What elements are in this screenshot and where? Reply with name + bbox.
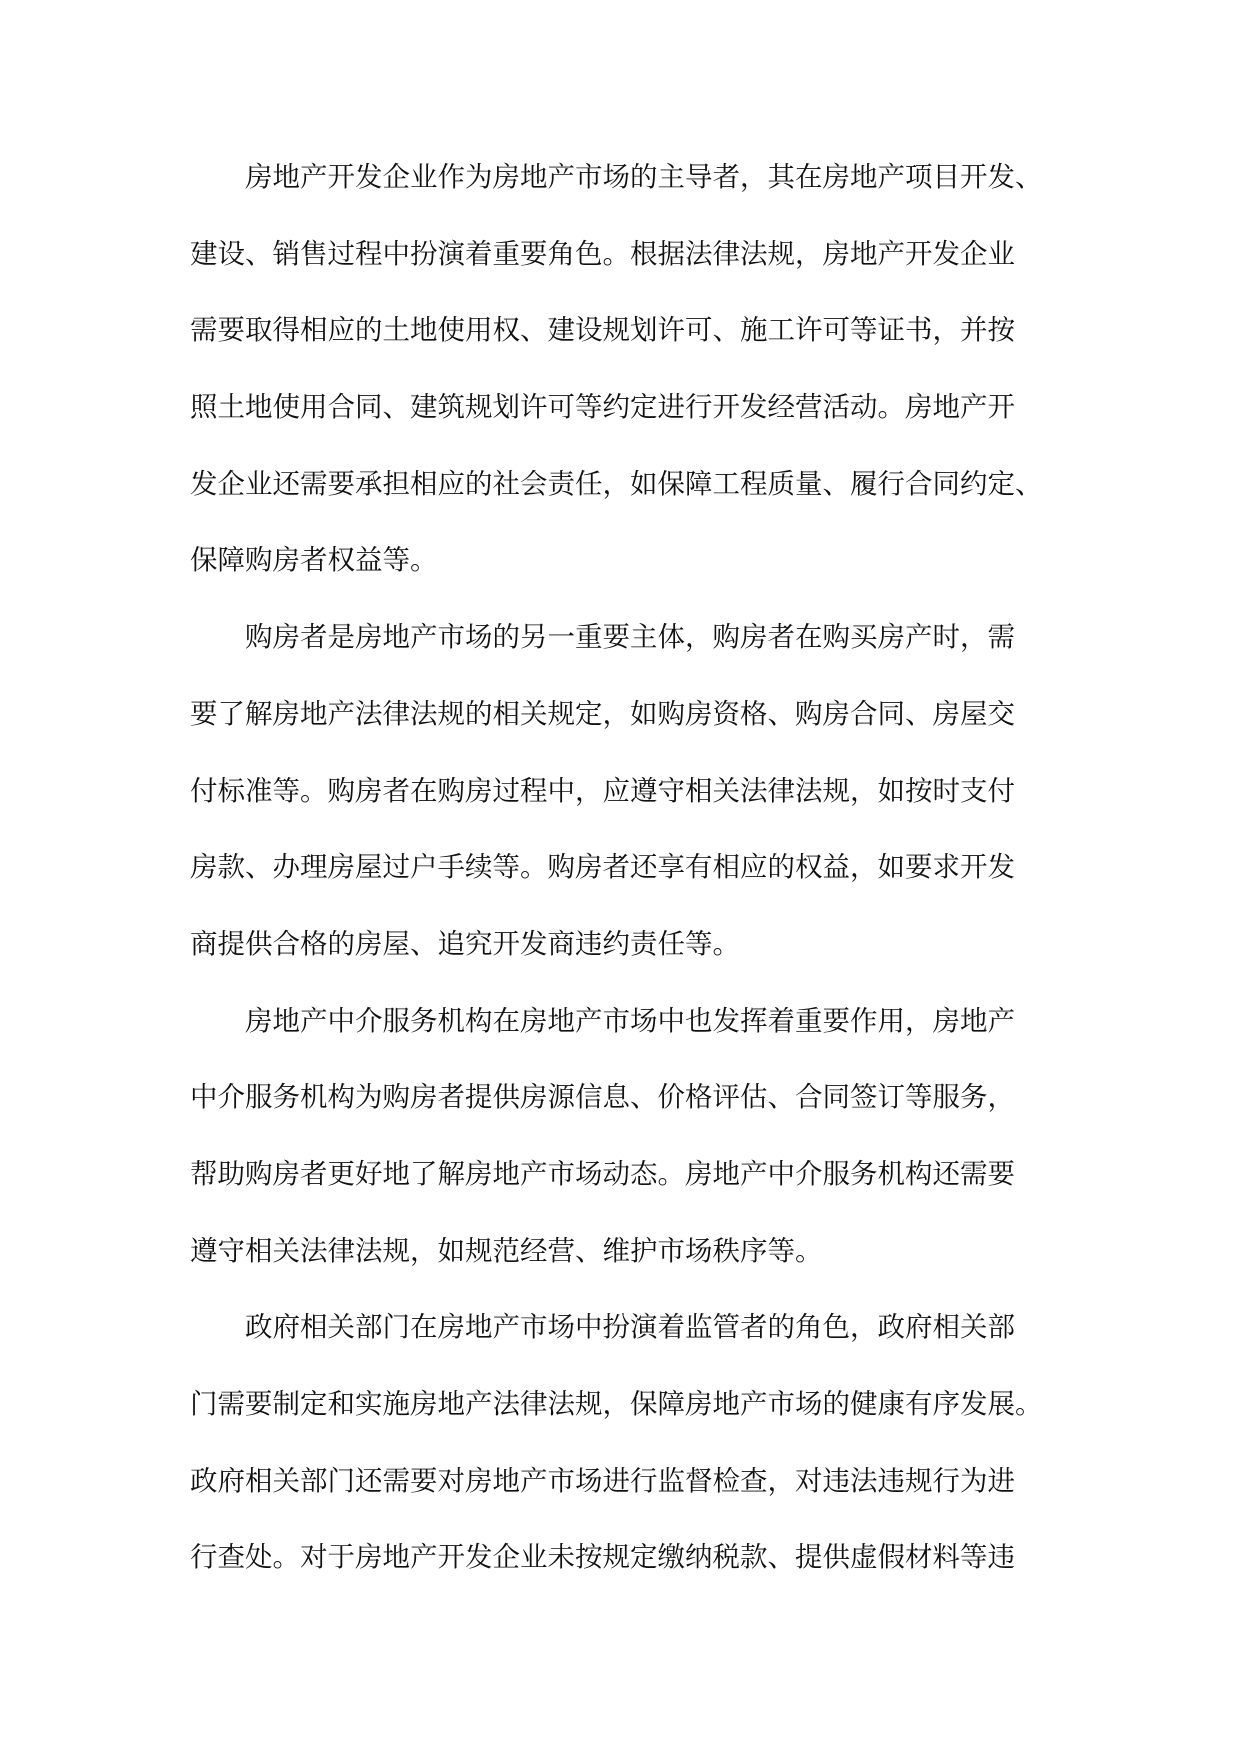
text-line: 需要取得相应的土地使用权、建设规划许可、施工许可等证书，并按 [190,314,1015,347]
paragraph-agencies [190,983,1080,1290]
text-line: 发企业还需要承担相应的社会责任，如保障工程质量、履行合同约定、 [190,467,1043,500]
text-line: 建设、销售过程中扮演着重要角色。根据法律法规，房地产开发企业 [190,237,1015,270]
text-line: 遵守相关法律法规，如规范经营、维护市场秩序等。 [190,1234,823,1267]
text-line: 照土地使用合同、建筑规划许可等约定进行开发经营活动。房地产开 [190,391,1015,424]
paragraph-government [190,1289,1080,1596]
text-line: 门需要制定和实施房地产法律法规，保障房地产市场的健康有序发展。 [190,1388,1043,1420]
text-line: 政府相关部门还需要对房地产市场进行监督检查，对违法违规行为进 [190,1464,1015,1497]
text-line: 政府相关部门在房地产市场中扮演着监管者的角色，政府相关部 [245,1311,1015,1344]
text-line: 购房者是房地产市场的另一重要主体，购房者在购买房产时，需 [245,621,1015,654]
paragraph-developers [190,139,1080,599]
text-line: 房款、办理房屋过户手续等。购房者还享有相应的权益，如要求开发 [190,851,1015,884]
text-line: 房地产开发企业作为房地产市场的主导者，其在房地产项目开发、 [245,161,1043,193]
text-line: 帮助购房者更好地了解房地产市场动态。房地产中介服务机构还需要 [190,1157,1015,1190]
paragraph-buyers [190,599,1080,982]
text-line: 保障购房者权益等。 [190,544,438,577]
text-line: 付标准等。购房者在购房过程中，应遵守相关法律法规，如按时支付 [190,774,1015,807]
text-line: 中介服务机构为购房者提供房源信息、价格评估、合同签订等服务， [190,1081,1015,1114]
text-line: 房地产中介服务机构在房地产市场中也发挥着重要作用，房地产 [245,1004,1015,1037]
text-line: 商提供合格的房屋、追究开发商违约责任等。 [190,927,740,960]
text-line: 行查处。对于房地产开发企业未按规定缴纳税款、提供虚假材料等违 [190,1541,1015,1574]
text-line: 要了解房地产法律法规的相关规定，如购房资格、购房合同、房屋交 [190,697,1015,730]
document-body [190,139,1080,1596]
